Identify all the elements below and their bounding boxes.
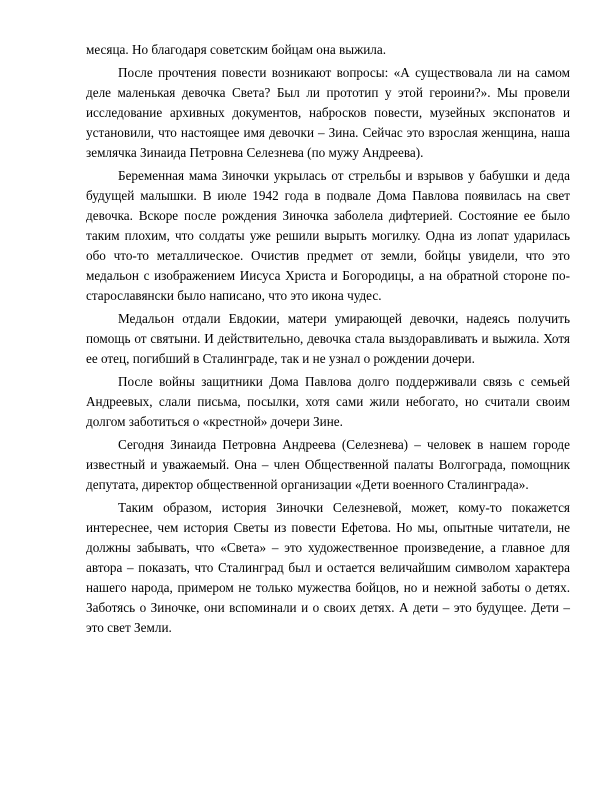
paragraph-today: Сегодня Зинаида Петровна Андреева (Селезнева) – человек в нашем городе известный и уважаемый. Она – член Общественной палаты Волгограда, помощник депутата, директор общественной организации «Дети военного Сталинграда». (86, 437, 570, 492)
paragraph-birth: Беременная мама Зиночки укрылась от стрельбы и взрывов у бабушки и деда будущей малышки. В июле 1942 года в подвале Дома Павлова появилась на свет девочка. Вскоре после рождения Зиночка заболела дифтерией. Состояние ее было таким плохим, что солдаты уже решили вырыть могилку. Одна из лопат ударилась обо что-то металлическое. Очистив предмет от земли, бойцы увидели, что это медальон с изображением Иисуса Христа и Богородицы, а на обратной стороне по-старославянски было написано, что это икона чудес. (86, 168, 570, 303)
paragraph-conclusion: Таким образом, история Зиночки Селезневой, может, кому-то покажется интереснее, чем история Светы из повести Ефетова. Но мы, опытные читатели, не должны забывать, что «Света» – это художественное произведение, а главное для автора – показать, что Сталинград был и остается величайшим символом характера нашего народа, примером не только мужества бойцов, но и нежной заботы о детях. Заботясь о Зиночке, они вспоминали и о своих детях. А дети – это будущее. Дети – это свет Земли. (86, 500, 570, 635)
document-page (86, 40, 570, 641)
paragraph-after-war: После войны защитники Дома Павлова долго поддерживали связь с семьей Андреевых, слали письма, посылки, хотя сами жили небогато, но считали своим долгом заботиться о «крестной» дочери Зине. (86, 374, 570, 429)
paragraph-questions: После прочтения повести возникают вопросы: «А существовала ли на самом деле маленькая девочка Света? Был ли прототип у этой героини?». Мы провели исследование архивных документов, набросков повести, музейных экспонатов и установили, что настоящее имя девочки – Зина. Сейчас это взрослая женщина, наша землячка Зинаида Петровна Селезнева (по мужу Андреева). (86, 65, 570, 160)
paragraph-medallion: Медальон отдали Евдокии, матери умирающей девочки, надеясь получить помощь от святыни. И действительно, девочка стала выздоравливать и выжила. Хотя ее отец, погибший в Сталинграде, так и не узнал о рождении дочери. (86, 311, 570, 366)
paragraph-continuation: месяца. Но благодаря советским бойцам она выжила. (86, 42, 387, 57)
